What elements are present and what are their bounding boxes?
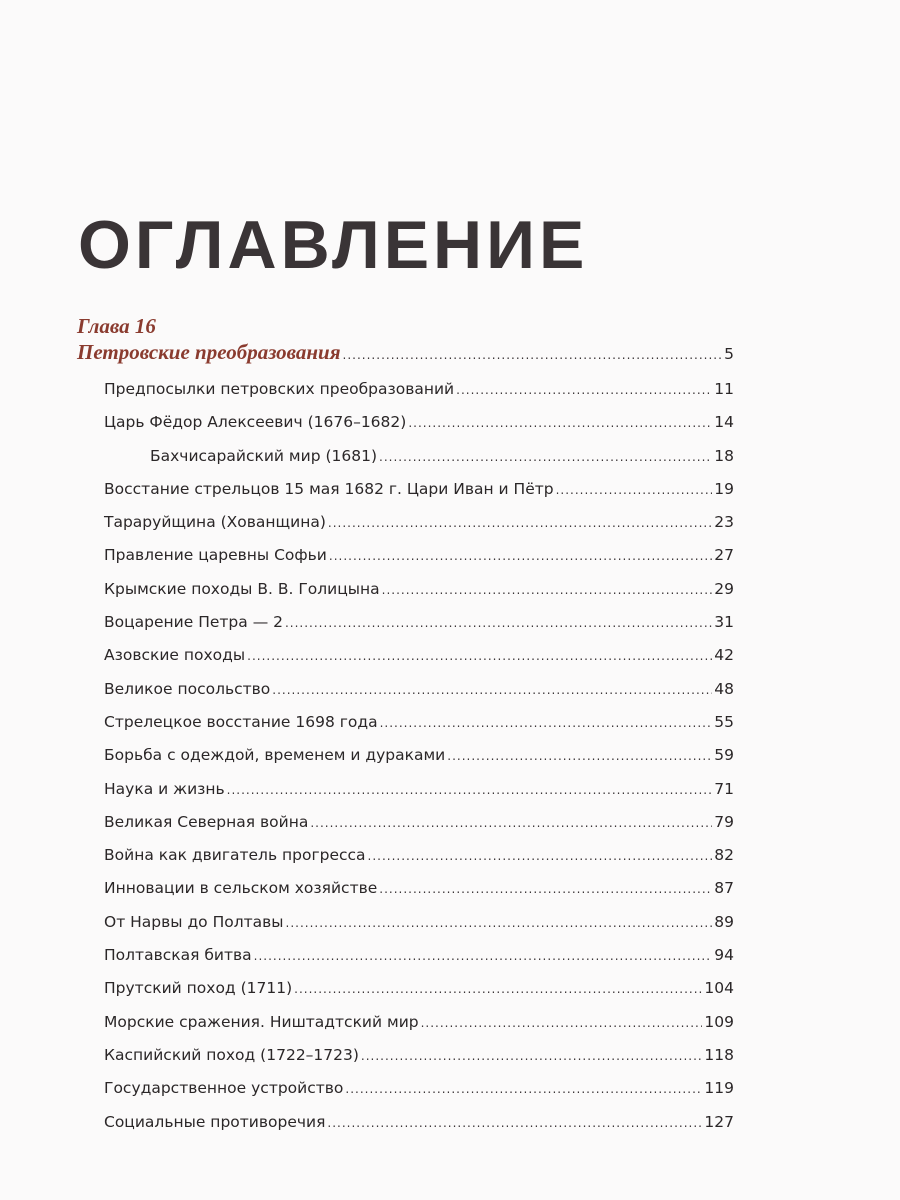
toc-entry[interactable] [104, 806, 734, 839]
entry-title: Морские сражения. Ништадтский мир [104, 1012, 419, 1031]
toc-entry[interactable] [104, 373, 734, 406]
dot-leader [343, 348, 723, 362]
entry-title: Тараруйщина (Хованщина) [104, 513, 326, 532]
dot-leader [272, 674, 712, 707]
toc-entry[interactable] [104, 1072, 734, 1105]
toc-entry[interactable] [104, 1006, 734, 1039]
toc-entry[interactable] [104, 1039, 734, 1072]
entry-title: Борьба с одеждой, временем и дураками [104, 746, 446, 765]
toc-entry[interactable] [104, 773, 734, 806]
page-number: 94 [714, 946, 734, 965]
dot-leader [310, 807, 712, 840]
dot-leader [456, 374, 712, 407]
page-number: 87 [714, 879, 734, 898]
toc-entry[interactable] [104, 673, 734, 706]
page-number: 31 [714, 613, 734, 632]
page-number: 71 [714, 779, 734, 798]
entry-title: Правление царевны Софьи [104, 546, 327, 565]
dot-leader [421, 1007, 703, 1040]
toc-entry[interactable] [104, 606, 734, 639]
page-number: 59 [714, 746, 734, 765]
entry-title: Государственное устройство [104, 1079, 344, 1098]
page-number: 14 [714, 413, 734, 432]
entry-title: Крымские походы В. В. Голицына [104, 579, 380, 598]
page-number: 82 [714, 846, 734, 865]
dot-leader [361, 1040, 702, 1073]
page-number: 127 [704, 1112, 734, 1131]
dot-leader [254, 940, 713, 973]
page-number: 18 [714, 446, 734, 465]
dot-leader [247, 640, 712, 673]
page-number: 29 [714, 579, 734, 598]
toc-entry[interactable] [104, 972, 734, 1005]
entry-title: Наука и жизнь [104, 779, 225, 798]
page-number: 48 [714, 679, 734, 698]
toc-entry[interactable] [104, 739, 734, 772]
toc-entry[interactable] [104, 639, 734, 672]
toc-entry[interactable] [104, 440, 734, 473]
toc-entry[interactable] [104, 839, 734, 872]
dot-leader [382, 574, 713, 607]
chapter-title: Петровские преобразования [77, 340, 341, 364]
dot-leader [379, 873, 712, 906]
page-number: 109 [704, 1012, 734, 1031]
entry-title: Восстание стрельцов 15 мая 1682 г. Цари Иван и Пётр [104, 479, 554, 498]
page-number: 79 [714, 812, 734, 831]
entry-title: Стрелецкое восстание 1698 года [104, 712, 378, 731]
dot-leader [345, 1073, 702, 1106]
toc-entry[interactable] [104, 872, 734, 905]
entry-title: Инновации в сельском хозяйстве [104, 879, 378, 898]
entry-title: Царь Фёдор Алексеевич (1676–1682) [104, 413, 407, 432]
dot-leader [379, 441, 712, 474]
page-title: ОГЛАВЛЕНИЕ [78, 207, 589, 283]
entry-title: Социальные противоречия [104, 1112, 326, 1131]
page-number: 5 [724, 345, 734, 363]
dot-leader [329, 540, 712, 573]
page-number: 42 [714, 646, 734, 665]
toc-entry[interactable] [104, 906, 734, 939]
entry-title: Предпосылки петровских преобразований [104, 380, 455, 398]
toc-entry[interactable] [104, 473, 734, 506]
entry-title: Война как двигатель прогресса [104, 846, 366, 865]
dot-leader [285, 607, 712, 640]
toc-entry[interactable] [104, 539, 734, 572]
toc-entry[interactable] [104, 1106, 734, 1139]
dot-leader [294, 973, 702, 1006]
page-number: 89 [714, 912, 734, 931]
page-number: 104 [704, 979, 734, 998]
chapter-heading [77, 312, 734, 365]
dot-leader [328, 507, 712, 540]
toc-entry[interactable] [104, 506, 734, 539]
entry-title: Полтавская битва [104, 946, 252, 965]
page-number: 11 [714, 380, 734, 398]
dot-leader [447, 740, 712, 773]
entry-title: Бахчисарайский мир (1681) [150, 446, 377, 465]
dot-leader [286, 907, 713, 940]
page-number: 55 [714, 712, 734, 731]
entry-title: Каспийский поход (1722–1723) [104, 1045, 359, 1064]
page-number: 118 [704, 1045, 734, 1064]
page-number: 19 [714, 479, 734, 498]
toc-entry[interactable] [104, 939, 734, 972]
dot-leader [380, 707, 713, 740]
entry-title: Воцарение Петра — 2 [104, 613, 283, 632]
toc-entry[interactable] [104, 706, 734, 739]
entry-title: Великое посольство [104, 679, 271, 698]
page-number: 23 [714, 513, 734, 532]
toc-list [104, 373, 734, 1139]
dot-leader [227, 774, 713, 807]
dot-leader [368, 840, 713, 873]
dot-leader [408, 407, 712, 440]
page-number: 119 [704, 1079, 734, 1098]
toc-entry-chapter[interactable] [77, 340, 734, 365]
entry-title: Великая Северная война [104, 812, 309, 831]
entry-title: Прутский поход (1711) [104, 979, 293, 998]
dot-leader [327, 1107, 702, 1140]
toc-entry[interactable] [104, 406, 734, 439]
entry-title: От Нарвы до Полтавы [104, 912, 284, 931]
chapter-number: Глава 16 [77, 314, 156, 338]
entry-title: Азовские походы [104, 646, 246, 665]
toc-entry[interactable] [104, 573, 734, 606]
dot-leader [556, 474, 713, 507]
page-number: 27 [714, 546, 734, 565]
